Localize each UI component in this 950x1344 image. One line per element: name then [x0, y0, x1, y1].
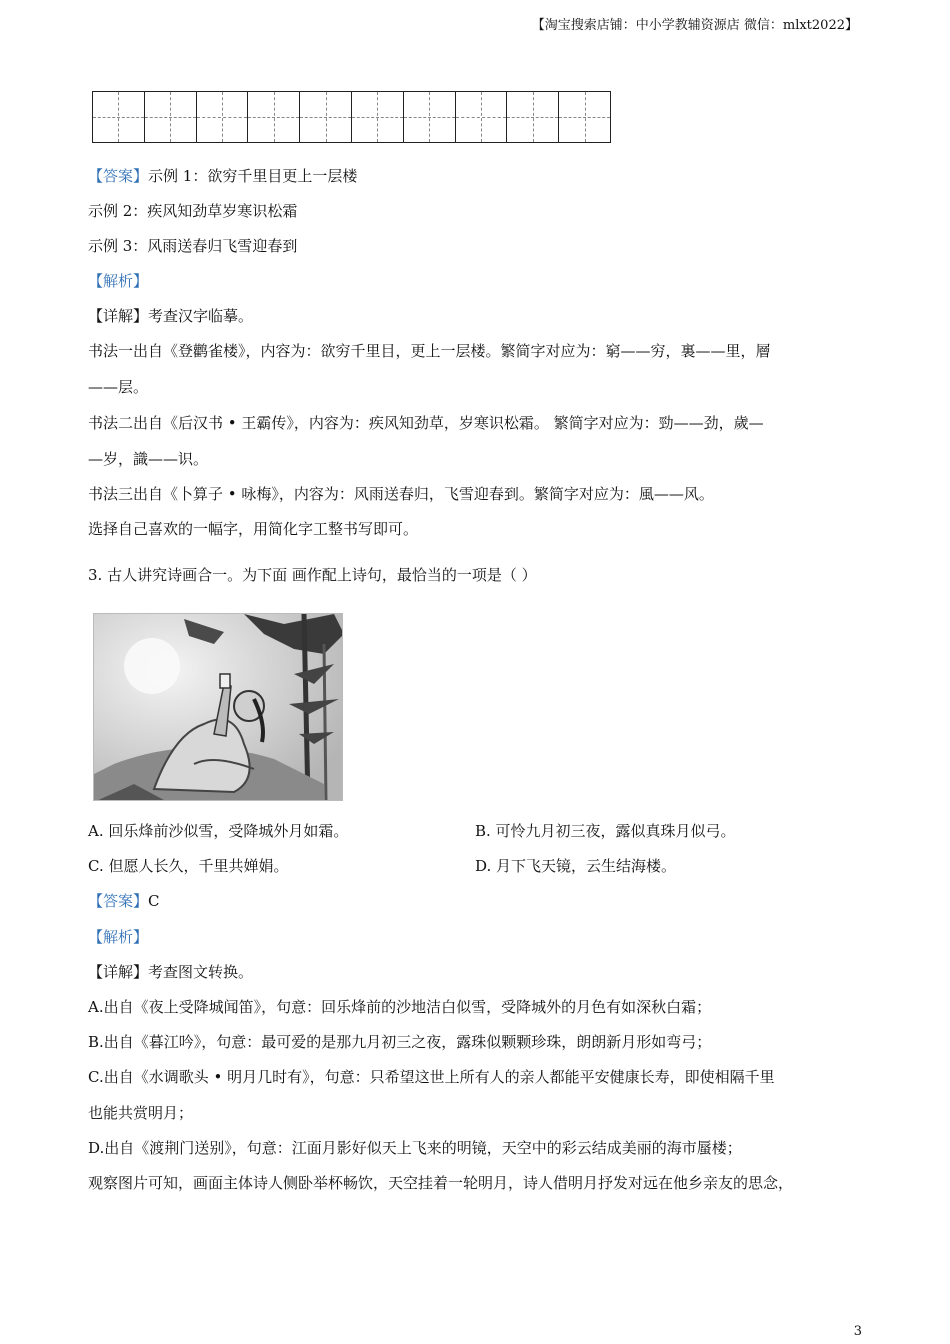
detail-heading: 【详解】考查图文转换。 — [88, 963, 254, 981]
option-d: D. 月下飞天镜，云生结海楼。 — [475, 857, 677, 875]
grid-cell — [507, 92, 559, 142]
grid-cell — [404, 92, 456, 142]
detail-heading: 【详解】考查汉字临摹。 — [88, 307, 254, 325]
analysis-tag: 【解析】 — [88, 272, 149, 290]
answer-3-line — [88, 891, 160, 911]
answer-tag: 【答案】 — [88, 167, 149, 185]
observation: 观察图片可知，画面主体诗人侧卧举杯畅饮，天空挂着一轮明月，诗人借明月抒发对远在他乡亲友的思念， — [88, 1174, 794, 1192]
option-b: B. 可怜九月初三夜，露似真珠月似弓。 — [475, 822, 736, 840]
answer-1-line — [88, 166, 357, 186]
grid-cell — [197, 92, 249, 142]
explanation-d: D.出自《渡荆门送别》，句意：江面月影好似天上飞来的明镜，天空中的彩云结成美丽的海市蜃楼； — [88, 1139, 742, 1157]
explanation-c-cont: 也能共赏明月； — [88, 1104, 194, 1122]
paragraph: ——层。 — [88, 378, 149, 396]
paragraph: 选择自己喜欢的一幅字，用简化字工整书写即可。 — [88, 520, 419, 538]
paragraph: 书法二出自《后汉书 • 王霸传》，内容为：疾风知劲草，岁寒识松霜。 繁简字对应为：勁——劲，歲— — [88, 414, 764, 432]
paragraph: 书法一出自《登鹳雀楼》，内容为：欲穷千里目，更上一层楼。繁简字对应为：窮——穷，裏——里，層 — [88, 342, 771, 360]
paragraph: —岁，識——识。 — [88, 450, 209, 468]
poet-under-moon-painting — [93, 613, 343, 801]
option-a: A. 回乐烽前沙似雪，受降城外月如霜。 — [88, 822, 349, 840]
page-number: 3 — [853, 1324, 862, 1339]
paragraph: 书法三出自《卜算子 • 咏梅》，内容为：风雨送春归，飞雪迎春到。繁简字对应为：風——风。 — [88, 485, 714, 503]
answer-tag: 【答案】 — [88, 892, 149, 910]
grid-cell — [145, 92, 197, 142]
page-header: 【淘宝搜索店铺：中小学教辅资源店 微信：mlxt2022】 — [531, 18, 858, 33]
grid-cell — [352, 92, 404, 142]
explanation-b: B.出自《暮江吟》，句意：最可爱的是那九月初三之夜，露珠似颗颗珍珠，朗朗新月形如弯弓； — [88, 1033, 712, 1051]
grid-cell — [456, 92, 508, 142]
analysis-tag: 【解析】 — [88, 928, 149, 946]
grid-cell — [248, 92, 300, 142]
explanation-a: A.出自《夜上受降城闻笛》，句意：回乐烽前的沙地洁白似雪，受降城外的月色有如深秋白霜； — [88, 998, 712, 1016]
answer-value: C — [148, 892, 160, 910]
example-2: 示例 2：疾风知劲草岁寒识松霜 — [88, 202, 298, 220]
grid-cell — [93, 92, 145, 142]
example-1: 示例 1：欲穷千里目更上一层楼 — [148, 167, 358, 185]
question-3-stem: 3. 古人讲究诗画合一。为下面 画作配上诗句，最恰当的一项是（ ） — [88, 566, 537, 584]
explanation-c: C.出自《水调歌头 • 明月几时有》，句意：只希望这世上所有人的亲人都能平安健康长寿，即使相隔千里 — [88, 1068, 775, 1086]
option-c: C. 但愿人长久，千里共婵娟。 — [88, 857, 289, 875]
writing-grid — [92, 91, 611, 143]
example-3: 示例 3：风雨送春归飞雪迎春到 — [88, 237, 298, 255]
grid-cell — [300, 92, 352, 142]
grid-cell — [559, 92, 610, 142]
